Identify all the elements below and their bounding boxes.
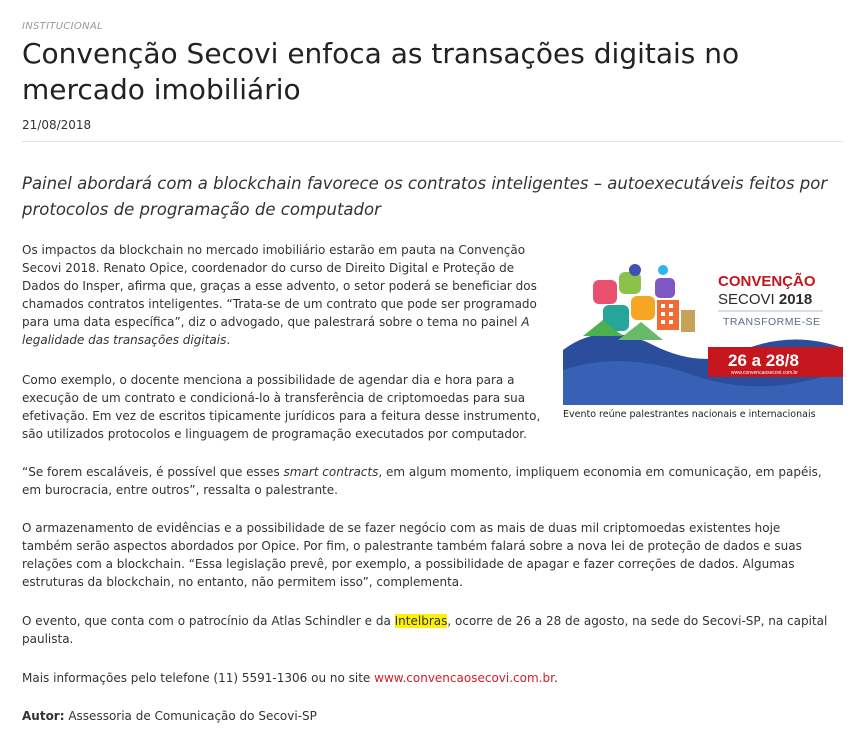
article-subtitle: Painel abordará com a blockchain favorece os contratos inteligentes – autoexecutáveis feitos por protocolos de programação de computador xyxy=(22,174,828,219)
banner-line2-a: SECOVI xyxy=(718,291,779,308)
paragraph-3-start: “Se forem escaláveis, é possível que esses xyxy=(22,465,284,479)
image-caption: Evento reúne palestrantes nacionais e internacionais xyxy=(563,409,816,420)
author-name: Assessoria de Comunicação do Secovi-SP xyxy=(64,709,317,723)
category-label[interactable]: INSTITUCIONAL xyxy=(22,21,103,32)
paragraph-5-end: , ocorre de 26 a 28 de agosto, na sede do Secovi-SP, na capital paulista. xyxy=(22,614,828,646)
paragraph-4: O armazenamento de evidências e a possibilidade de se fazer negócio com as mais de duas mil criptomoedas existentes hoje também serão aspectos abordados por Opice. Por fim, o palestrante também falará sobre a nova lei de proteção de dados e suas relações com a blockchain. “Essa legislação prevê, por exemplo, a possibilidade de apagar e fazer correções de dados. Algumas estruturas da blockchain, no entanto, não permitem isso”, complementa. xyxy=(22,521,802,589)
banner-url: www.convencaosecovi.com.br xyxy=(731,370,798,376)
paragraph-1-text: Os impactos da blockchain no mercado imobiliário estarão em pauta na Convenção Secovi 2018. Renato Opice, coordenador do curso de Direito Digital e Proteção de Dados do Insper, afirma que, graças a esse advento, o setor poderá se beneficiar dos chamados contratos inteligentes. “Trata-se de um contrato que pode ser programado para uma data específica”, diz o advogado, que palestrará sobre o tema no painel xyxy=(22,243,537,329)
banner-line2 xyxy=(718,291,812,308)
paragraph-6-end: . xyxy=(553,671,558,685)
banner-tagline: TRANSFORME-SE xyxy=(723,316,821,328)
publish-date: 21/08/2018 xyxy=(22,118,92,132)
panel-name: A legalidade das transações digitais xyxy=(22,315,530,347)
paragraph-2: Como exemplo, o docente menciona a possibilidade de agendar dia e hora para a execução de um contrato e condicioná-lo à transferência de criptomoedas para sua efetivação. Em vez de escritos tipicamente jurídicos para a feitura desse instrumento, são utilizados protocolos e linguagem de programação executados por computador. xyxy=(22,373,541,441)
paragraph-5 xyxy=(22,612,834,648)
banner-line1: CONVENÇÃO xyxy=(718,273,816,290)
banner-dates: 26 a 28/8 xyxy=(728,351,799,370)
divider xyxy=(22,141,843,142)
paragraph-3 xyxy=(22,463,834,499)
paragraph-6 xyxy=(22,669,834,687)
city-illustration-icon xyxy=(583,264,695,340)
paragraph-1 xyxy=(22,241,542,349)
paragraph-6-start: Mais informações pelo telefone (11) 5591-1306 ou no site xyxy=(22,671,375,685)
smart-contracts-term: smart contracts xyxy=(283,465,379,479)
paragraph-5-start: O evento, que conta com o patrocínio da Atlas Schindler e da xyxy=(22,614,395,628)
author-line xyxy=(22,707,834,725)
author-label: Autor: xyxy=(22,709,65,723)
paragraph-1-end: . xyxy=(226,333,231,347)
website-link[interactable]: www.convencaosecovi.com.br xyxy=(374,671,554,685)
article-title: Convenção Secovi enfoca as transações digitais no mercado imobiliário xyxy=(22,37,740,106)
paragraph-3-end: , em algum momento, impliquem economia em comunicação, em papéis, em burocracia, entre outros”, ressalta o palestrante. xyxy=(22,465,822,497)
event-figure xyxy=(563,250,843,420)
event-banner-graphic xyxy=(563,250,843,405)
banner-line2-b: 2018 xyxy=(778,291,813,308)
highlighted-sponsor: Intelbras xyxy=(394,614,448,628)
event-banner-image xyxy=(563,250,843,405)
